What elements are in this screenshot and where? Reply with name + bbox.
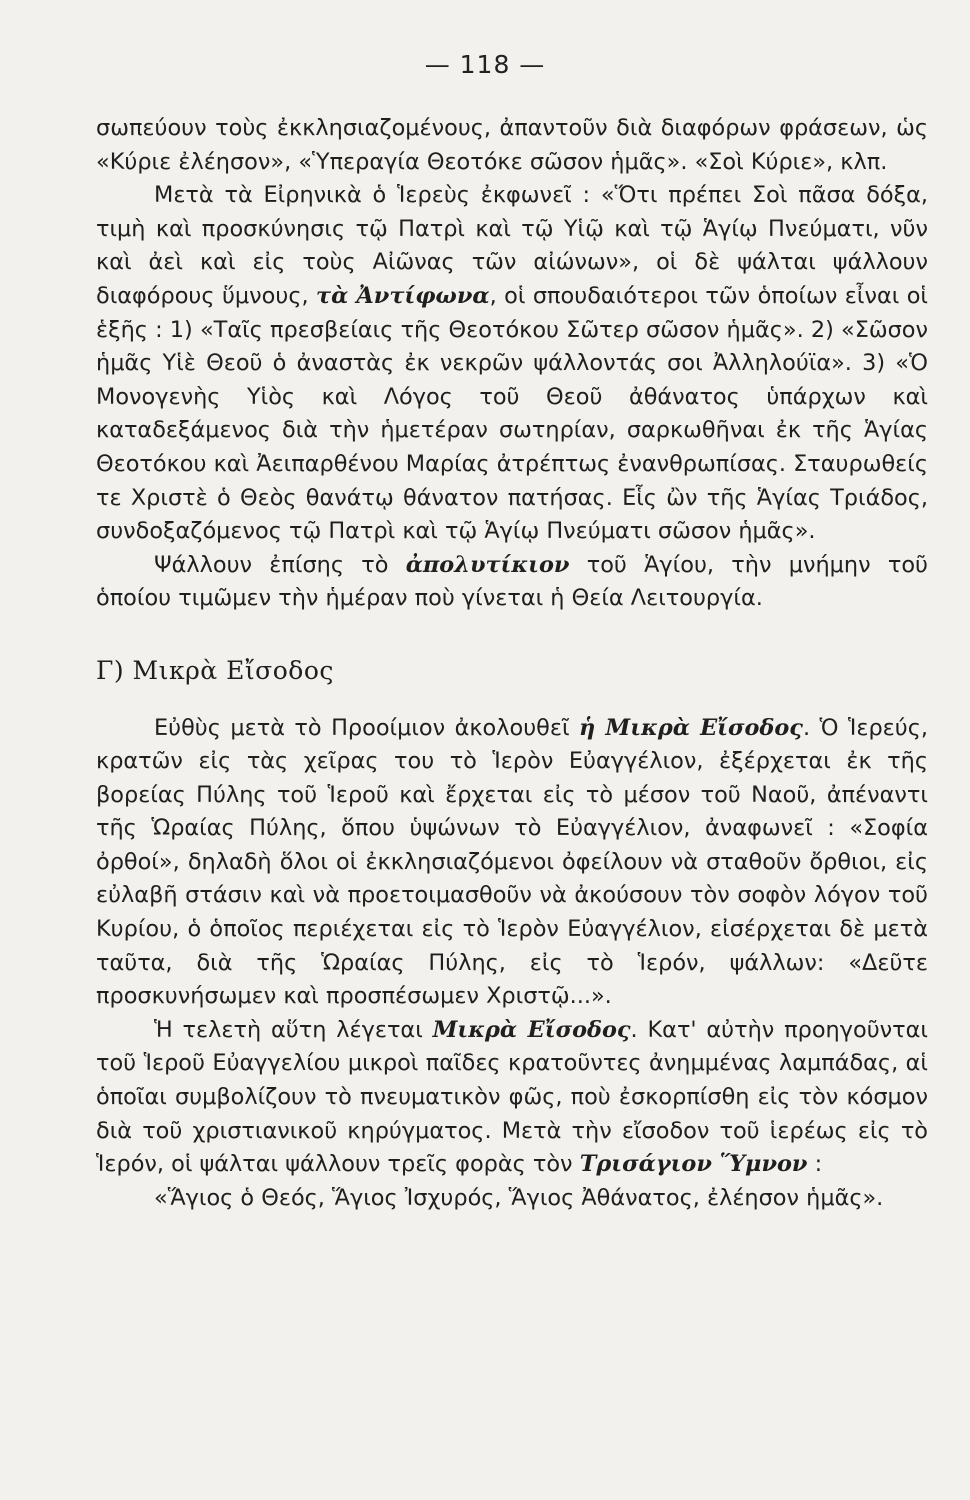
- text-run: :: [807, 1151, 823, 1178]
- page-number: — 118 —: [424, 50, 546, 79]
- paragraph: [96, 712, 928, 1014]
- paragraph: [96, 549, 928, 616]
- text-run: Ἡ τελετὴ αὕτη λέγεται: [154, 1016, 433, 1043]
- text-run: , οἱ σπουδαιότεροι τῶν ὁποίων εἶναι οἱ ἑξῆς : 1) «Ταῖς πρεσβείαις τῆς Θεοτόκου Σῶτερ σῶσον ἡμᾶς». 2) «Σῶσον ἡμᾶς Υἱὲ Θεοῦ ὁ ἀναστὰς ἐκ νεκρῶν ψάλλοντάς σοι Ἀλληλούϊα». 3) «Ὁ Μονογενὴς Υἱὸς καὶ Λόγος τοῦ Θεοῦ ἀθάνατος ὑπάρχων καὶ καταδεξάμενος διὰ τὴν ἡμετέραν σωτηρίαν, σαρκωθῆναι ἐκ τῆς Ἁγίας Θεοτόκου καὶ Ἀειπαρθένου Μαρίας ἀτρέπτως ἐνανθρωπίσας. Σταυρωθείς τε Χριστὲ ὁ Θεὸς θανάτῳ θάνατον πατήσας. Εἷς ὢν τῆς Ἁγίας Τριάδος, συνδοξαζόμενος τῷ Πατρὶ καὶ τῷ Ἁγίῳ Πνεύματι σῶσον ἡμᾶς».: [96, 282, 928, 545]
- text-run: Ψάλλουν ἐπίσης τὸ: [154, 551, 406, 578]
- text-run: «Ἅγιος ὁ Θεός, Ἅγιος Ἰσχυρός, Ἅγιος Ἀθάνατος, ἐλέησον ἡμᾶς».: [154, 1184, 884, 1211]
- emphasized-term: Μικρὰ Εἴσοδος: [432, 1016, 631, 1043]
- text-run: . Κατ' αὐτὴν προηγοῦνται τοῦ Ἱεροῦ Εὐαγγελίου μικροὶ παῖδες κρατοῦντες ἀνημμένας λαμπάδας, αἱ ὁποῖαι συμβολίζουν τὸ πνευματικὸν φῶς, ποὺ ἐσκορπίσθη εἰς τὸν κόσμον διὰ τοῦ χριστιανικοῦ κηρύγματος. Μετὰ τὴν εἴσοδον τοῦ ἱερέως εἰς τὸ Ἱερόν, οἱ ψάλται ψάλλουν τρεῖς φορὰς τὸν: [96, 1016, 928, 1178]
- body-text: [96, 112, 928, 1215]
- paragraph: [96, 1182, 928, 1216]
- emphasized-term: ἡ Μικρὰ Εἴσοδος: [579, 714, 803, 741]
- text-run: Μετὰ τὰ Εἰρηνικὰ ὁ Ἱερεὺς ἐκφωνεῖ : «Ὅτι πρέπει Σοὶ πᾶσα δόξα, τιμὴ καὶ προσκύνησις τῷ Πατρὶ καὶ τῷ Υἱῷ καὶ τῷ Ἁγίῳ Πνεύματι, νῦν καὶ ἀεὶ καὶ εἰς τοὺς Αἰῶνας τῶν αἰώνων», οἱ δὲ ψάλται ψάλλουν διαφόρους ὕμνους,: [96, 182, 928, 309]
- paragraph: [96, 179, 928, 549]
- paragraph: [96, 1014, 928, 1182]
- paragraph: [96, 112, 928, 179]
- emphasized-term: Τρισάγιον Ὕμνον: [579, 1151, 808, 1178]
- emphasized-term: ἀπολυτίκιον: [405, 551, 570, 578]
- text-run: τοῦ Ἁγίου, τὴν μνήμην τοῦ ὁποίου τιμῶμεν τὴν ἡμέραν ποὺ γίνεται ἡ Θεία Λειτουργία.: [96, 551, 929, 612]
- text-run: σωπεύουν τοὺς ἐκκλησιαζομένους, ἀπαντοῦν διὰ διαφόρων φράσεων, ὡς «Κύριε ἐλέησον», «Ὑπεραγία Θεοτόκε σῶσον ἡμᾶς». «Σοὶ Κύριε», κλπ.: [96, 115, 928, 175]
- section-heading: Γ) Μικρὰ Εἴσοδος: [96, 655, 334, 685]
- text-run: Εὐθὺς μετὰ τὸ Προοίμιον ἀκολουθεῖ: [154, 714, 579, 741]
- emphasized-term: τὰ Ἀντίφωνα: [316, 282, 490, 309]
- text-run: . Ὁ Ἱερεύς, κρατῶν εἰς τὰς χεῖρας του τὸ Ἱερὸν Εὐαγγέλιον, ἐξέρχεται ἐκ τῆς βορείας Πύλης τοῦ Ἱεροῦ καὶ ἔρχεται εἰς τὸ μέσον τοῦ Ναοῦ, ἀπέναντι τῆς Ὡραίας Πύλης, ὅπου ὑψώνων τὸ Εὐαγγέλιον, ἀναφωνεῖ : «Σοφία ὀρθοί», δηλαδὴ ὅλοι οἱ ἐκκλησιαζόμενοι ὀφείλουν νὰ σταθοῦν ὄρθιοι, εἰς εὐλαβῆ στάσιν καὶ νὰ προετοιμασθοῦν νὰ ἀκούσουν τὸν σοφὸν λόγον τοῦ Κυρίου, ὁ ὁποῖος περιέχεται εἰς τὸ Ἱερὸν Εὐαγγέλιον, εἰσέρχεται δὲ μετὰ ταῦτα, διὰ τῆς Ὡραίας Πύλης, εἰς τὸ Ἱερόν, ψάλλων: «Δεῦτε προσκυνήσωμεν καὶ προσπέσωμεν Χριστῷ...».: [96, 714, 928, 1010]
